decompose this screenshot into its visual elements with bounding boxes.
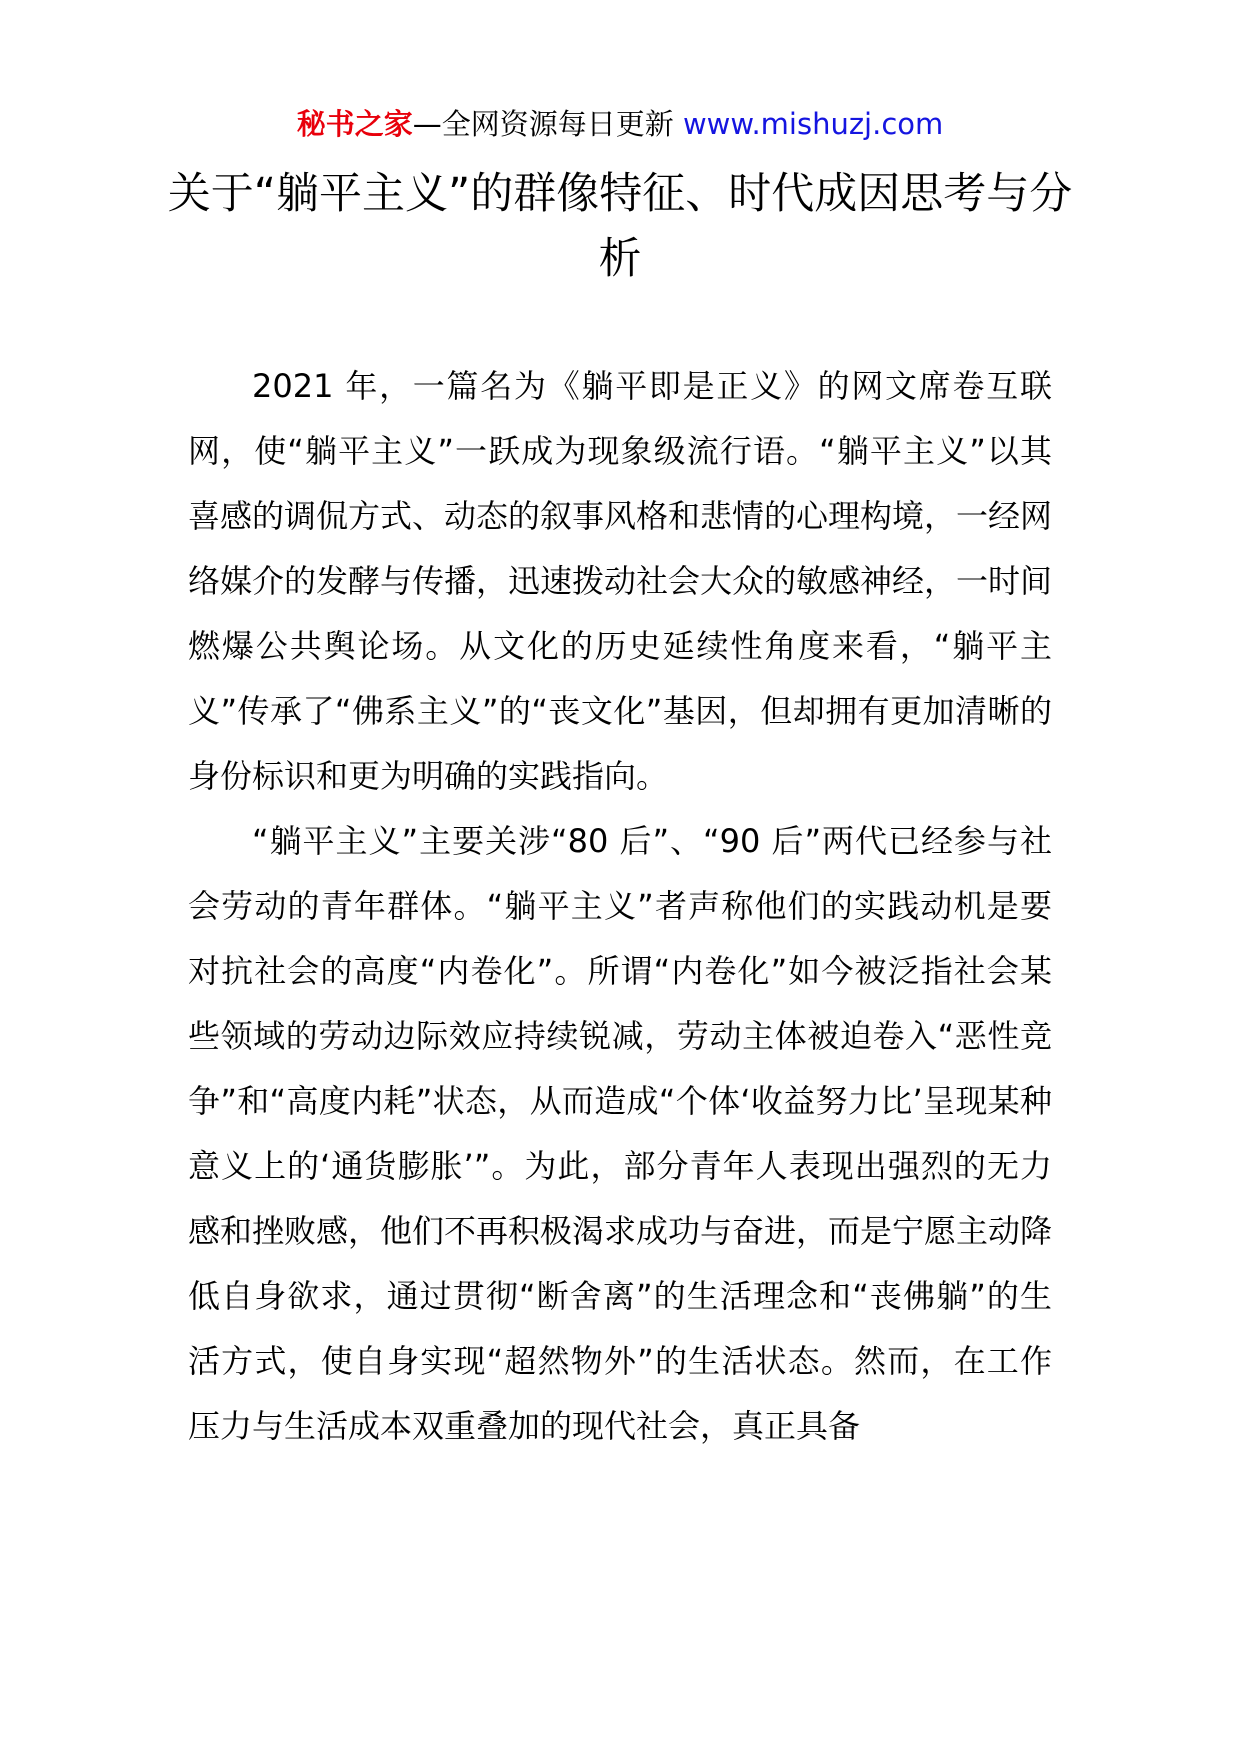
site-url-link[interactable]: www.mishuzj.com — [682, 107, 944, 141]
paragraph-2: “躺平主义”主要关涉“80 后”、“90 后”两代已经参与社会劳动的青年群体。“躺平主义”者声称他们的实践动机是要对抗社会的高度“内卷化”。所谓“内卷化”如今被泛指社会某些领域的劳动边际效应持续锐减，劳动主体被迫卷入“恶性竞争”和“高度内耗”状态，从而造成“个体‘收益努力比’呈现某种意义上的‘通货膨胀’”。为此，部分青年人表现出强烈的无力感和挫败感，他们不再积极渴求成功与奋进，而是宁愿主动降低自身欲求，通过贯彻“断舍离”的生活理念和“丧佛躺”的生活方式，使自身实现“超然物外”的生活状态。然而，在工作压力与生活成本双重叠加的现代社会，真正具备 — [188, 822, 1053, 1445]
site-header — [0, 104, 1240, 144]
site-brand: 秘书之家 — [296, 107, 413, 141]
document-title: 关于“躺平主义”的群像特征、时代成因思考与分析 — [167, 169, 1073, 284]
paragraph-1: 2021 年，一篇名为《躺平即是正义》的网文席卷互联网，使“躺平主义”一跃成为现象级流行语。“躺平主义”以其喜感的调侃方式、动态的叙事风格和悲情的心理构境，一经网络媒介的发酵与传播，迅速拨动社会大众的敏感神经，一时间燃爆公共舆论场。从文化的历史延续性角度来看，“躺平主义”传承了“佛系主义”的“丧文化”基因，但却拥有更加清晰的身份标识和更为明确的实践指向。 — [188, 367, 1053, 795]
document-body — [188, 354, 1052, 1459]
site-tagline: —全网资源每日更新 — [412, 107, 674, 141]
